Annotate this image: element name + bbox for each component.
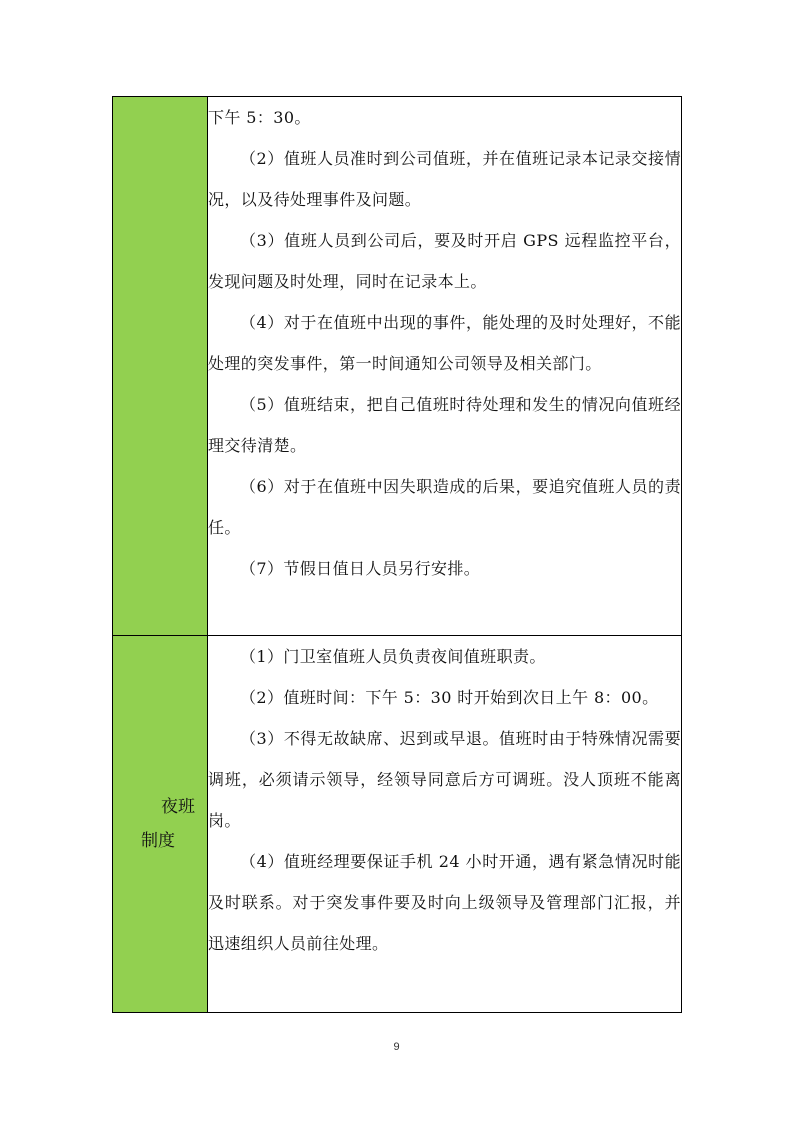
paragraph: （4）值班经理要保证手机 24 小时开通，遇有紧急情况时能及时联系。对于突发事件要及时向上级领导及管理部门汇报，并迅速组织人员前往处理。: [208, 852, 681, 953]
paragraph: （4）对于在值班中出现的事件，能处理的及时处理好，不能处理的突发事件，第一时间通知公司领导及相关部门。: [208, 313, 681, 373]
row-content-cell: [208, 636, 682, 1013]
paragraph: （3）不得无故缺席、迟到或早退。值班时由于特殊情况需要调班，必须请示领导，经领导同意后方可调班。没人顶班不能离岗。: [208, 729, 681, 830]
row-label-cell: [113, 97, 208, 636]
paragraph: （5）值班结束，把自己值班时待处理和发生的情况向值班经理交待清楚。: [208, 395, 681, 455]
duty-rules-table: [112, 96, 682, 1013]
table-row: [113, 97, 682, 636]
paragraph: 下午 5：30。: [208, 108, 311, 127]
row-label-line1: 夜班: [161, 797, 195, 817]
page-number: 9: [393, 1041, 400, 1053]
table-row: [113, 636, 682, 1013]
row-content-cell: [208, 97, 682, 636]
night-shift-label-cell: [113, 636, 208, 1013]
paragraph: （3）值班人员到公司后，要及时开启 GPS 远程监控平台，发现问题及时处理，同时在记录本上。: [208, 231, 681, 291]
paragraph: （7）节假日值日人员另行安排。: [240, 559, 481, 578]
row-label-line2: 制度: [141, 831, 175, 851]
paragraph: （2）值班时间：下午 5：30 时开始到次日上午 8：00。: [240, 688, 659, 707]
paragraph: （6）对于在值班中因失职造成的后果，要追究值班人员的责任。: [208, 477, 681, 537]
paragraph: （2）值班人员准时到公司值班，并在值班记录本记录交接情况，以及待处理事件及问题。: [208, 149, 681, 209]
paragraph: （1）门卫室值班人员负责夜间值班职责。: [240, 647, 546, 666]
